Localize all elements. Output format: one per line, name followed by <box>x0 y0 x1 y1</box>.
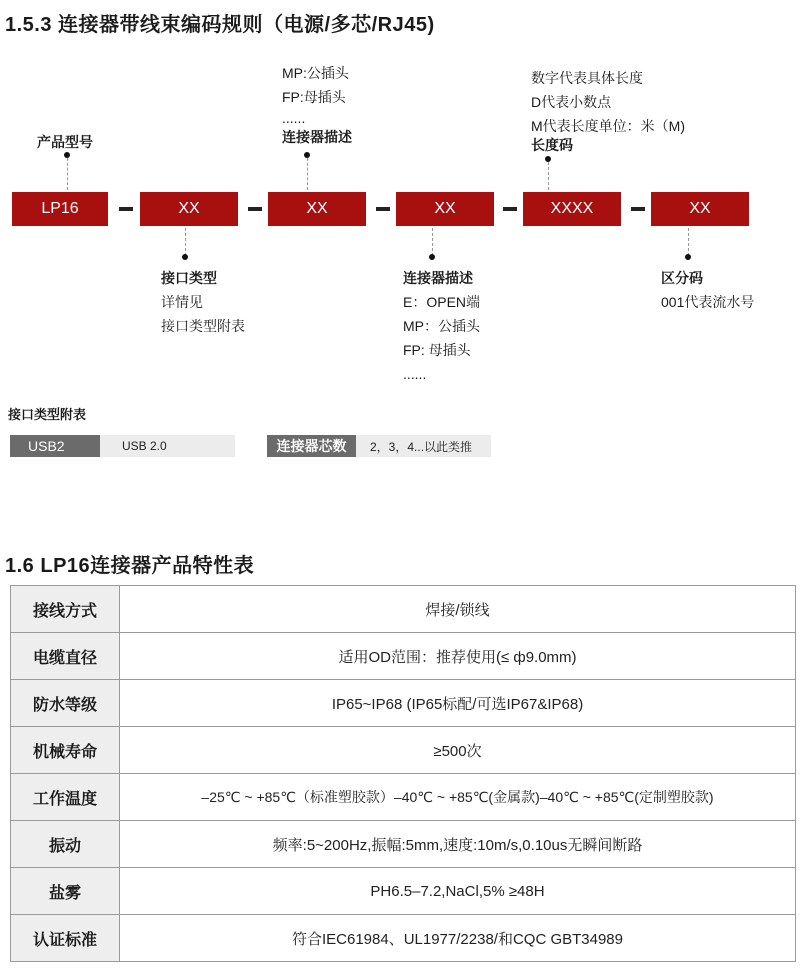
connector-below-label: 连接器描述 <box>403 270 473 286</box>
zone-line: 001代表流水号 <box>661 294 755 310</box>
spec-key: 振动 <box>11 821 120 868</box>
connector-below-dot <box>429 254 435 260</box>
connector-below-leader-line <box>432 228 433 256</box>
interface-desc <box>161 290 245 338</box>
table-row <box>11 774 796 821</box>
spec-key: 工作温度 <box>11 774 120 821</box>
length-line: D代表小数点 <box>531 94 612 110</box>
spec-value: 焊接/锁线 <box>120 586 796 633</box>
spec-table <box>10 585 796 962</box>
zone-label: 区分码 <box>661 270 703 286</box>
separator-dash <box>119 207 133 211</box>
spec-value: IP65~IP68 (IP65标配/可选IP67&IP68) <box>120 680 796 727</box>
length-line: M代表长度单位：米（M) <box>531 118 685 134</box>
appendix-title: 接口类型附表 <box>8 407 87 422</box>
segment-connector-b: XX <box>396 192 494 226</box>
spec-key: 接线方式 <box>11 586 120 633</box>
model-leader-line <box>67 158 68 190</box>
table-row <box>11 680 796 727</box>
connector-above-desc <box>282 61 349 127</box>
separator-dash <box>631 207 645 211</box>
interface-line: 接口类型附表 <box>161 318 245 334</box>
length-leader-line <box>548 162 549 190</box>
zone-desc <box>661 290 754 314</box>
spec-value: PH6.5–7.2,NaCl,5% ≥48H <box>120 868 796 915</box>
separator-dash <box>248 207 262 211</box>
connector-above-line: ...... <box>282 110 306 126</box>
spec-value: 频率:5~200Hz,振幅:5mm,速度:10m/s,0.10us无瞬间断路 <box>120 821 796 868</box>
length-label: 长度码 <box>531 137 573 153</box>
connector-below-line: FP: 母插头 <box>403 342 471 358</box>
connector-above-line: FP:母插头 <box>282 89 346 105</box>
segment-zone: XX <box>651 192 749 226</box>
table-row <box>11 821 796 868</box>
connector-above-line: MP:公插头 <box>282 65 349 81</box>
spec-key: 电缆直径 <box>11 633 120 680</box>
section-title-coding-rules: 1.5.3 连接器带线束编码规则（电源/多芯/RJ45) <box>5 14 435 36</box>
connector-below-line: ...... <box>403 366 427 382</box>
interface-line: 详情见 <box>161 294 203 310</box>
spec-key: 盐雾 <box>11 868 120 915</box>
spec-key: 机械寿命 <box>11 727 120 774</box>
connector-above-label: 连接器描述 <box>282 129 352 145</box>
zone-dot <box>685 254 691 260</box>
appendix-key-cores: 连接器芯数 <box>267 435 356 457</box>
table-row <box>11 633 796 680</box>
table-row <box>11 586 796 633</box>
appendix-value-cores: 2，3，4...以此类推 <box>356 435 491 457</box>
spec-key: 防水等级 <box>11 680 120 727</box>
separator-dash <box>376 207 390 211</box>
zone-leader-line <box>688 228 689 256</box>
segment-interface: XX <box>140 192 238 226</box>
spec-key: 认证标准 <box>11 915 120 962</box>
spec-value: –25℃ ~ +85℃（标准塑胶款）–40℃ ~ +85℃(金属款)–40℃ ~ +85℃(定制塑胶款) <box>120 774 796 821</box>
length-desc <box>531 66 685 138</box>
segment-model: LP16 <box>12 192 108 226</box>
separator-dash <box>503 207 517 211</box>
appendix-value-usb2: USB 2.0 <box>100 435 235 457</box>
segment-connector-a: XX <box>268 192 366 226</box>
table-row <box>11 727 796 774</box>
table-row <box>11 868 796 915</box>
interface-dot <box>182 254 188 260</box>
spec-value: 符合IEC61984、UL1977/2238/和CQC GBT34989 <box>120 915 796 962</box>
appendix-key-usb2: USB2 <box>10 435 100 457</box>
spec-value: ≥500次 <box>120 727 796 774</box>
connector-above-leader-line <box>307 158 308 190</box>
spec-value: 适用OD范围：推荐使用(≤ ф9.0mm) <box>120 633 796 680</box>
interface-leader-line <box>185 228 186 256</box>
section-title-characteristics: 1.6 LP16连接器产品特性表 <box>5 555 255 577</box>
model-label: 产品型号 <box>37 134 93 150</box>
connector-below-line: E：OPEN端 <box>403 294 481 310</box>
table-row <box>11 915 796 962</box>
connector-below-desc <box>403 290 480 386</box>
segment-length: XXXX <box>523 192 621 226</box>
connector-below-line: MP：公插头 <box>403 318 480 334</box>
interface-label: 接口类型 <box>161 270 217 286</box>
length-line: 数字代表具体长度 <box>531 70 643 86</box>
